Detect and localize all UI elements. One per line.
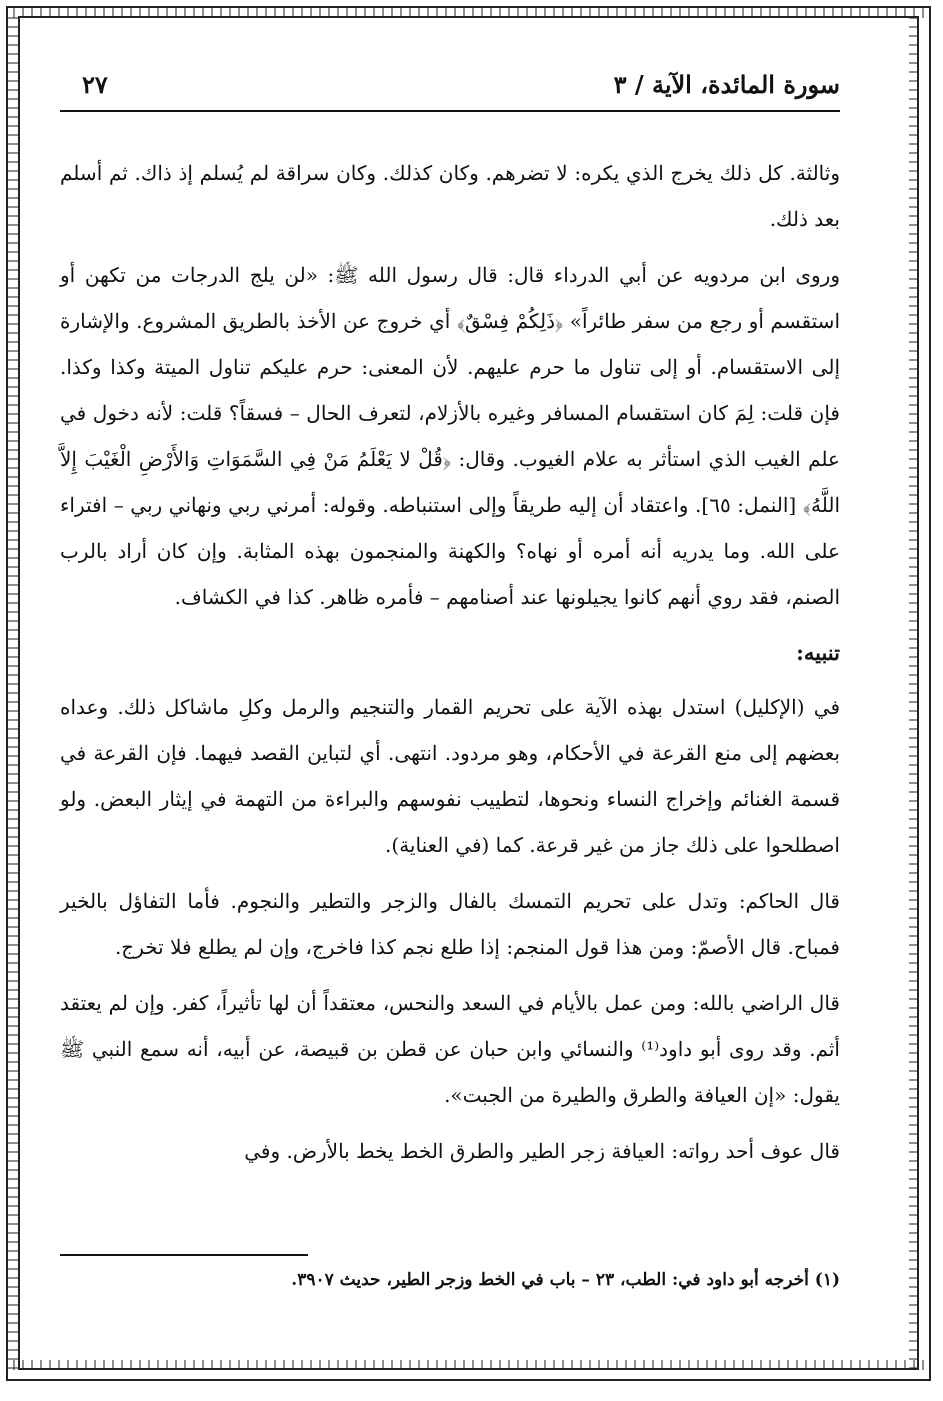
paragraph: قال الراضي بالله: ومن عمل بالأيام في السعد والنحس، معتقداً أن لها تأثيراً، كفر. وإن لم يعتقد أثم. وقد روى أبو داود⁽¹⁾ والنسائي وابن حبان عن قطن بن قبيصة، عن أبيه، أنه سمع النبي ﷺ يقول: «إن العيافة والطرق والطيرة من الجبت». — [60, 991, 840, 1107]
running-header — [60, 62, 840, 108]
page-number: ٢٧ — [82, 70, 108, 99]
footnote: (١) أخرجه أبو داود في: الطب، ٢٣ – باب في الخط وزجر الطير، حديث ٣٩٠٧. — [291, 1270, 840, 1290]
paragraph: قال عوف أحد رواته: العيافة زجر الطير والطرق الخط يخط بالأرض. وفي — [244, 1139, 840, 1163]
section-heading: تنبيه: — [796, 640, 840, 665]
header-rule — [60, 110, 840, 112]
paragraph: وروى ابن مردويه عن أبي الدرداء قال: قال رسول الله ﷺ: «لن يلج الدرجات من تكهن أو استقسم أو رجع من سفر طائراً» ﴿ذَلِكُمْ فِسْقٌ﴾ أي خروج عن الأخذ بالطريق المشروع. والإشارة إلى الاستقسام. أو إلى تناول ما حرم عليهم. لأن المعنى: حرم عليكم تناول الميتة وكذا وكذا. فإن قلت: لِمَ كان استقسام المسافر وغيره بالأزلام، لتعرف الحال – فسقاً؟ قلت: لأنه دخول في علم الغيب الذي استأثر به علام الغيوب. وقال: ﴿قُلْ لا يَعْلَمُ مَنْ فِي السَّمَوَاتِ وَالأَرْضِ الْغَيْبَ إِلاَّ اللَّهُ﴾ [النمل: ٦٥]. واعتقاد أن إليه طريقاً وإلى استنباطه. وقوله: أمرني ربي ونهاني ربي – افتراء على الله. وما يدريه أنه أمره أو نهاه؟ والكهنة والمنجمون بهذه المثابة. وإن كان أراد بالرب الصنم، فقد روي أنهم كانوا يجيلونها عند أصنامهم – فأمره ظاهر. كذا في الكشاف. — [60, 263, 840, 609]
paragraph: في (الإكليل) استدل بهذه الآية على تحريم القمار والتنجيم والرمل وكلِ ماشاكل ذلك. وعداه بعضهم إلى منع القرعة في الأحكام، وهو مردود. انتهى. أي لتباين القصد فيهما. فإن القرعة في قسمة الغنائم وإخراج النساء ونحوها، لتطييب نفوسهم والبراءة من التهمة في إيثار البعض. ولو اصطلحوا على ذلك جاز من غير قرعة. كما (في العناية). — [60, 695, 840, 857]
main-text — [60, 150, 840, 1184]
footnote-rule — [60, 1254, 308, 1256]
paragraph: قال الحاكم: وتدل على تحريم التمسك بالفال والزجر والتطير والنجوم. فأما التفاؤل بالخير فمباح. قال الأصمّ: ومن هذا قول المنجم: إذا طلع نجم كذا فاخرج، وإن لم يطلع فلا تخرج. — [60, 889, 840, 959]
paragraph: وثالثة. كل ذلك يخرج الذي يكره: لا تضرهم. وكان كذلك. وكان سراقة لم يُسلم إذ ذاك. ثم أسلم بعد ذلك. — [60, 161, 840, 231]
page-content — [60, 62, 840, 1322]
header-title: سورة المائدة، الآية / ٣ — [613, 70, 840, 99]
